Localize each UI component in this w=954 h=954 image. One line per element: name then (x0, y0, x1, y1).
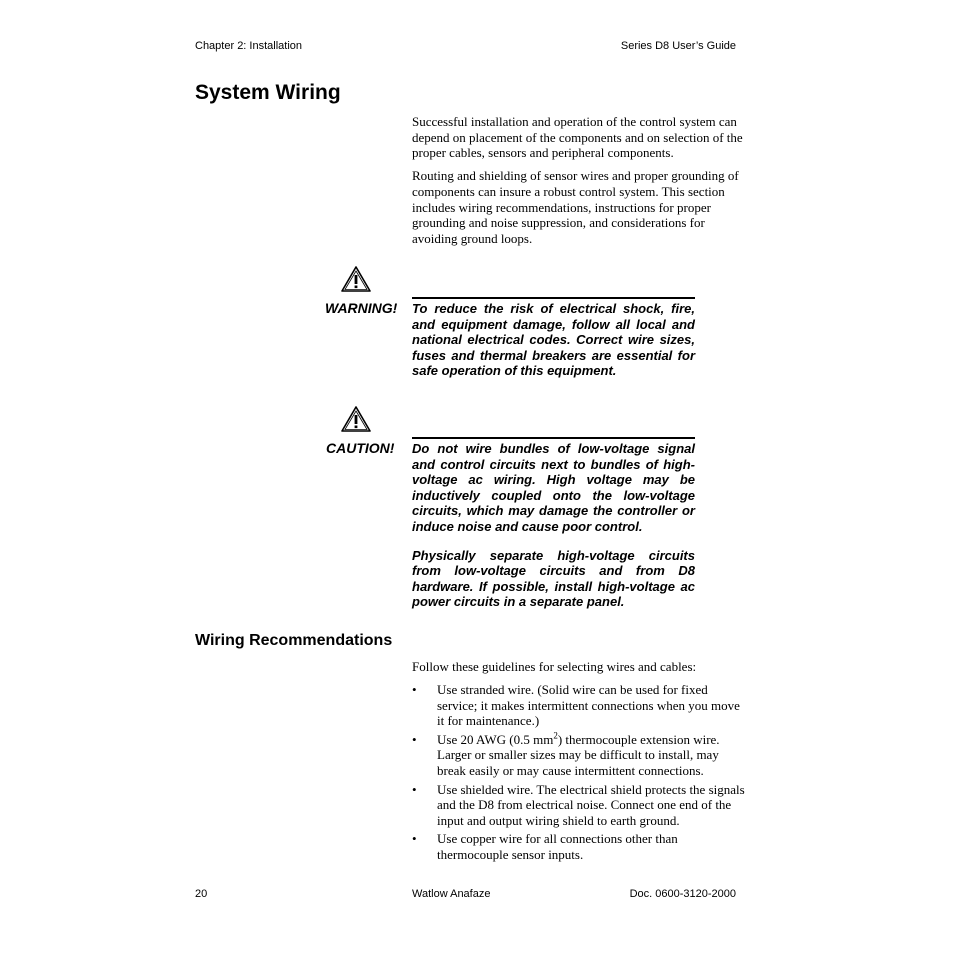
list-item-text: Use copper wire for all connections other than thermocouple sensor inputs. (437, 831, 678, 862)
intro-text (412, 114, 745, 247)
list-item-text: Use shielded wire. The electrical shield protects the signals and the D8 from electrical noise. Connect one end of the input and output wiring shield to earth ground. (437, 781, 745, 828)
warning-triangle-icon (340, 265, 372, 293)
caution-text (412, 441, 695, 610)
section-intro (412, 659, 745, 675)
caution-paragraph-2: Physically separate high-voltage circuits from low-voltage circuits and from D8 hardware. If possible, install high-voltage ac power circuits in a separate panel. (412, 547, 695, 610)
bullet-marker: • (412, 831, 417, 847)
warning-text (412, 301, 695, 379)
guideline-list (412, 682, 746, 866)
list-item-text-part: ) thermocouple extension wire. Larger or smaller sizes may be difficult to install, may break easily or may cause intermittent connections. (437, 731, 720, 778)
section-intro-text: Follow these guidelines for selecting wires and cables: (412, 659, 697, 674)
warning-triangle-icon (340, 405, 372, 433)
list-item-text (437, 732, 720, 778)
intro-paragraph-2: Routing and shielding of sensor wires and proper grounding of components can insure a robust control system. This section includes wiring recommendations, instructions for proper grounding and noise suppression, and considerations for avoiding ground loops. (412, 168, 739, 246)
caution-label: CAUTION! (326, 440, 395, 456)
running-header-chapter: Chapter 2: Installation (195, 40, 303, 52)
list-item (412, 831, 746, 862)
superscript: 2 (553, 730, 558, 741)
warning-paragraph: To reduce the risk of electrical shock, fire, and equipment damage, follow all local and national electrical codes. Correct wire sizes, fuses and thermal breakers are essential for safe operation of this equipment. (412, 301, 695, 379)
bullet-marker: • (412, 682, 417, 697)
warning-rule (412, 297, 695, 299)
section-heading: Wiring Recommendations (195, 632, 393, 649)
footer-doc-number: Doc. 0600-3120-2000 (629, 888, 736, 900)
warning-label: WARNING! (325, 300, 398, 316)
list-item (412, 682, 746, 729)
running-header-guide: Series D8 User’s Guide (620, 40, 736, 52)
bullet-marker: • (412, 781, 417, 797)
bullet-marker: • (412, 731, 417, 747)
footer-company: Watlow Anafaze (412, 888, 491, 900)
caution-paragraph-1: Do not wire bundles of low-voltage signal and control circuits next to bundles of high-voltage ac wiring. High voltage may be inductively coupled onto the low-voltage circuits, which may damage the controller or induce noise and cause poor control. (412, 441, 695, 534)
page-number: 20 (195, 888, 208, 900)
list-item (412, 782, 746, 829)
list-item-text-part: Use 20 AWG (0.5 mm (437, 731, 554, 747)
caution-rule (412, 437, 695, 439)
page-title: System Wiring (195, 81, 341, 104)
intro-paragraph-1: Successful installation and operation of the control system can depend on placement of the components and on selection of the proper cables, sensors and peripheral components. (412, 114, 743, 161)
list-item (412, 732, 746, 779)
list-item-text: Use stranded wire. (Solid wire can be used for fixed service; it makes intermittent connections when you move it for maintenance.) (437, 682, 740, 729)
